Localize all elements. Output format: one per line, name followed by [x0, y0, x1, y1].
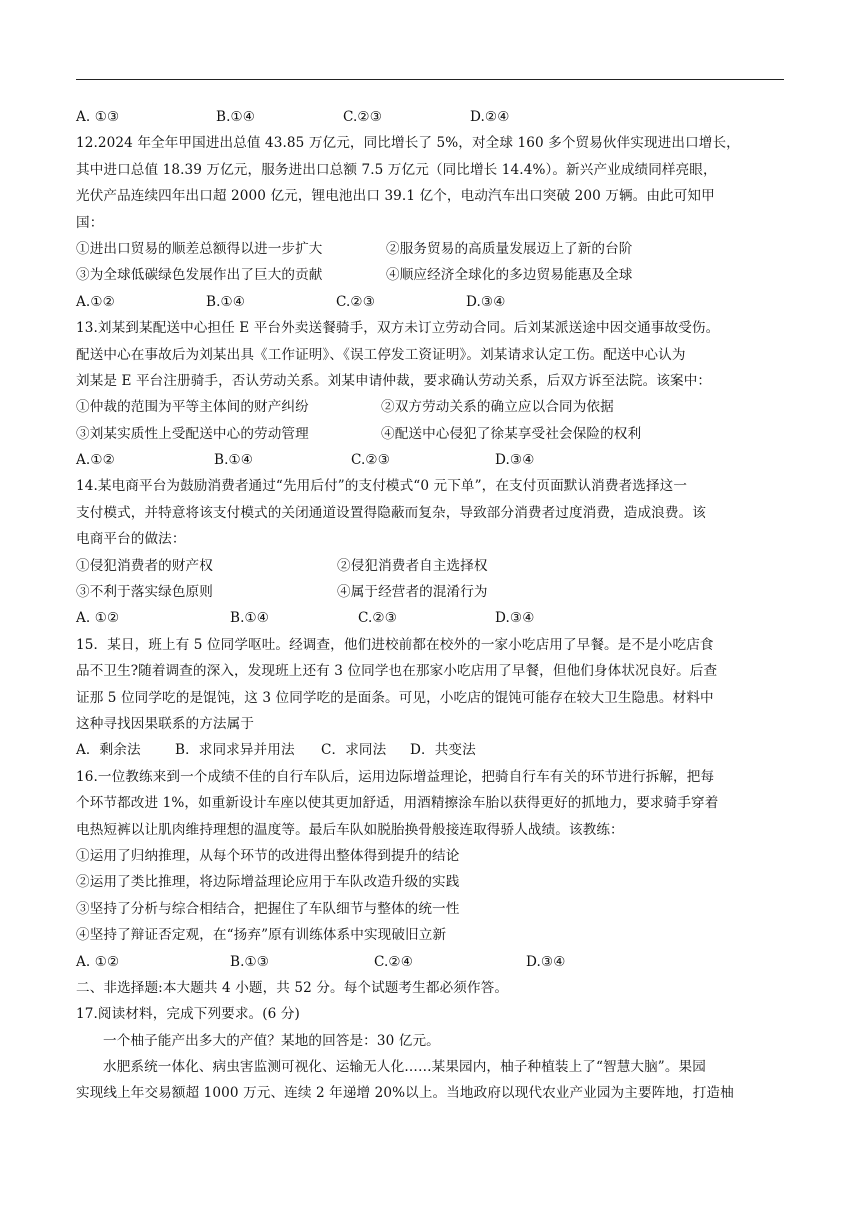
q13-stem-line: 刘某是 E 平台注册骑手，否认劳动关系。刘某申请仲裁，要求确认劳动关系，后双方诉至法院。该案中：: [76, 372, 712, 389]
q14-options: [76, 605, 788, 631]
q12-option-a[interactable]: A.①②: [76, 293, 115, 310]
q15-option-c[interactable]: C．求同法: [321, 742, 387, 759]
q16-item-4: ④坚持了辩证否定观，在“扬弃”原有训练体系中实现破旧立新: [76, 927, 447, 944]
q15-option-b[interactable]: B．求同求异并用法: [175, 742, 295, 759]
q16-stem-line: 电热短裤以让肌肉维持理想的温度等。最后车队如脱胎换骨般接连取得骄人战绩。该教练：: [76, 821, 624, 838]
q14-option-b[interactable]: B.①④: [230, 610, 270, 627]
q14-stem-line: 电商平台的做法：: [76, 531, 186, 548]
q12-item-3: ③为全球低碳绿色发展作出了巨大的贡献: [76, 267, 323, 284]
q13-options: [76, 447, 788, 473]
exam-page: [76, 104, 788, 1107]
q11-option-c[interactable]: C.②③: [343, 109, 383, 125]
q14-option-d[interactable]: D.③④: [495, 610, 535, 627]
q13-option-d[interactable]: D.③④: [495, 452, 535, 469]
q13-item-4: ④配送中心侵犯了徐某享受社会保险的权利: [381, 425, 642, 442]
q16-stem-line: 16.一位教练来到一个成绩不佳的自行车队后，运用边际增益理论，把骑自行车有关的环节进行拆解，把每: [76, 768, 715, 785]
q16-item-1: ①运用了归纳推理，从每个环节的改进得出整体得到提升的结论: [76, 847, 460, 864]
q15-option-a[interactable]: A．剩余法: [76, 742, 141, 759]
q13-option-c[interactable]: C.②③: [351, 452, 391, 469]
q15-options: [76, 737, 788, 763]
q12-option-d[interactable]: D.③④: [466, 293, 506, 310]
q13-option-a[interactable]: A.①②: [76, 452, 115, 469]
q17-title: 17.阅读材料，完成下列要求。(6 分): [76, 1006, 300, 1023]
q13-items-row: [76, 394, 788, 420]
q12-stem-line: 国：: [76, 214, 104, 231]
q12-item-1: ①进出口贸易的顺差总额得以进一步扩大: [76, 240, 323, 257]
q17-paragraph: 水肥系统一体化、病虫害监测可视化、运输无人化……某果园内，柚子种植装上了“智慧大脑”。果园: [103, 1059, 706, 1076]
q16-item-2: ②运用了类比推理，将边际增益理论应用于车队改造升级的实践: [76, 874, 460, 891]
q11-option-a[interactable]: A. ①③: [76, 109, 120, 125]
q12-option-b[interactable]: B.①④: [206, 293, 246, 310]
q13-item-2: ②双方劳动关系的确立应以合同为依据: [381, 399, 614, 416]
q12-stem-line: 光伏产品连续四年出口超 2000 亿元，锂电池出口 39.1 亿个，电动汽车出口突破 200 万辆。由此可知甲: [76, 188, 715, 205]
q11-options: [76, 104, 788, 130]
q16-option-d[interactable]: D.③④: [526, 953, 566, 970]
q14-item-1: ①侵犯消费者的财产权: [76, 557, 213, 574]
q13-item-3: ③刘某实质性上受配送中心的劳动管理: [76, 425, 309, 442]
q16-options: [76, 949, 788, 975]
q13-option-b[interactable]: B.①④: [214, 452, 254, 469]
q11-option-d[interactable]: D.②④: [470, 109, 510, 125]
q14-stem-line: 14.某电商平台为鼓励消费者通过“先用后付”的支付模式“0 元下单”，在支付页面默认消费者选择这一: [76, 478, 688, 495]
q16-item-3: ③坚持了分析与综合相结合，把握住了车队细节与整体的统一性: [76, 900, 460, 917]
q14-item-2: ②侵犯消费者自主选择权: [337, 557, 488, 574]
q16-option-b[interactable]: B.①③: [230, 953, 270, 970]
q17-paragraph: 实现线上年交易额超 1000 万元、连续 2 年递增 20%以上。当地政府以现代农业产业园为主要阵地，打造柚: [76, 1085, 734, 1102]
q14-item-3: ③不利于落实绿色原则: [76, 584, 213, 601]
q13-stem-line: 配送中心在事故后为刘某出具《工作证明》、《误工停发工资证明》。刘某请求认定工伤。配送中心认为: [76, 346, 686, 363]
q15-stem-line: 这种寻找因果联系的方法属于: [76, 715, 255, 732]
q16-option-c[interactable]: C.②④: [374, 953, 414, 970]
q16-stem-line: 个环节都改进 1%，如重新设计车座以使其更加舒适，用酒精擦涂车胎以获得更好的抓地力，要求骑手穿着: [76, 795, 719, 812]
q15-stem-line: 品不卫生?随着调查的深入，发现班上还有 3 位同学也在那家小吃店用了早餐，但他们身体状况良好。后查: [76, 663, 718, 680]
q14-item-4: ④属于经营者的混淆行为: [337, 584, 488, 601]
q17-paragraph: 一个柚子能产出多大的产值？某地的回答是：30 亿元。: [103, 1032, 440, 1049]
q13-stem-line: 13.刘某到某配送中心担任 E 平台外卖送餐骑手，双方未订立劳动合同。后刘某派送途中因交通事故受伤。: [76, 320, 720, 337]
q15-stem-line: 证那 5 位同学吃的是馄饨，这 3 位同学吃的是面条。可见，小吃店的馄饨可能存在较大卫生隐患。材料中: [76, 689, 714, 706]
q13-items-row: [76, 421, 788, 447]
section-heading: 二、非选择题:本大题共 4 小题，共 52 分。每个试题考生都必须作答。: [76, 979, 509, 996]
q14-items-row: [76, 579, 788, 605]
q13-item-1: ①仲裁的范围为平等主体间的财产纠纷: [76, 399, 309, 416]
q12-stem-line: 其中进口总值 18.39 万亿元，服务进出口总额 7.5 万亿元（同比增长 14.4%）。新兴产业成绩同样亮眼，: [76, 161, 717, 178]
q16-option-a[interactable]: A. ①②: [76, 953, 120, 970]
q12-items-row: [76, 262, 788, 288]
q12-item-4: ④顺应经济全球化的多边贸易能惠及全球: [386, 267, 633, 284]
header-rule: [76, 79, 784, 80]
q14-option-a[interactable]: A. ①②: [76, 610, 120, 627]
q14-items-row: [76, 553, 788, 579]
q15-stem-line: 15．某日，班上有 5 位同学呕吐。经调查，他们进校前都在校外的一家小吃店用了早餐。是不是小吃店食: [76, 636, 714, 653]
q12-item-2: ②服务贸易的高质量发展迈上了新的台阶: [386, 240, 633, 257]
q11-option-b[interactable]: B.①④: [216, 109, 256, 125]
q12-items-row: [76, 236, 788, 262]
q12-stem-line: 12.2024 年全年甲国进出总值 43.85 万亿元，同比增长了 5%，对全球 160 多个贸易伙伴实现进出口增长，: [76, 135, 740, 152]
q15-option-d[interactable]: D．共变法: [410, 742, 476, 759]
q14-option-c[interactable]: C.②③: [358, 610, 398, 627]
q12-option-c[interactable]: C.②③: [336, 293, 376, 310]
q12-options: [76, 289, 788, 315]
q14-stem-line: 支付模式，并特意将该支付模式的关闭通道设置得隐蔽而复杂，导致部分消费者过度消费，造成浪费。该: [76, 504, 706, 521]
